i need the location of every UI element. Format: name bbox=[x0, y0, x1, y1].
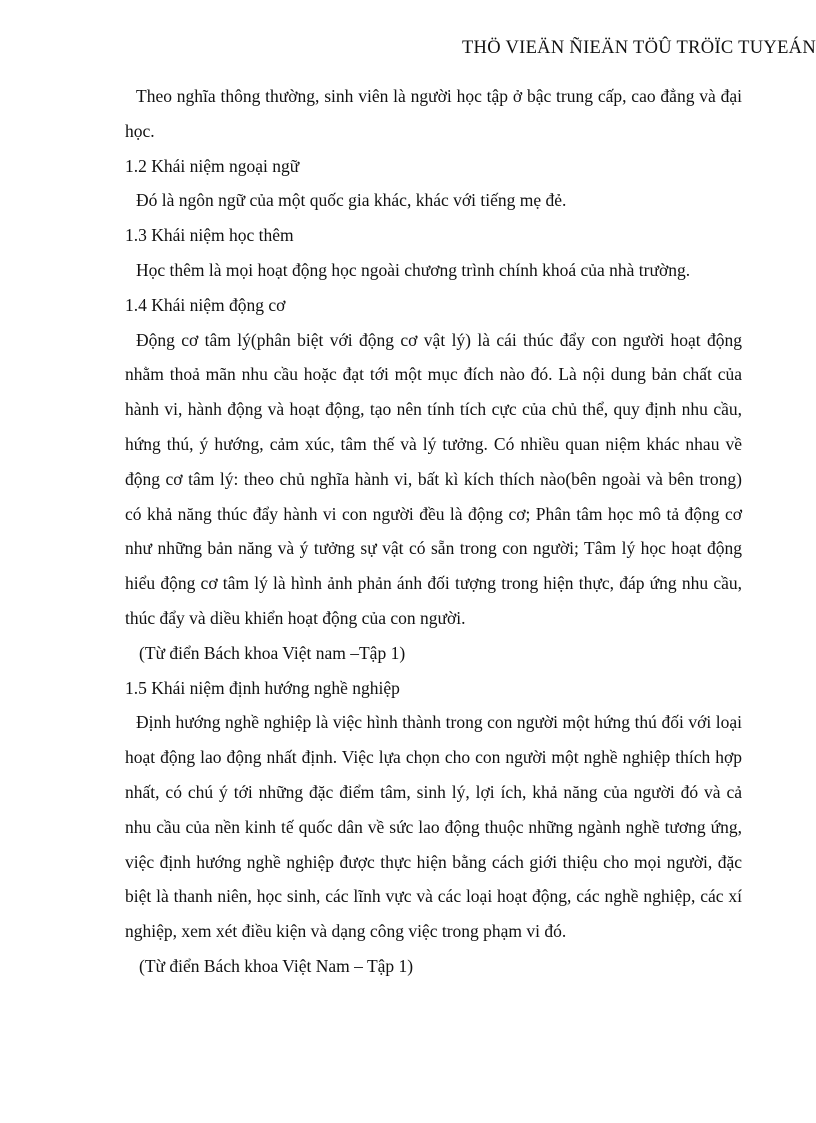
paragraph-foreign-language: Đó là ngôn ngữ của một quốc gia khác, khác với tiếng mẹ đẻ. bbox=[136, 190, 567, 211]
section-heading-foreign-language: 1.2 Khái niệm ngoại ngữ bbox=[125, 155, 300, 176]
paragraph-student-definition: Theo nghĩa thông thường, sinh viên là người học tập ở bậc trung cấp, cao đẳng và đại học. bbox=[125, 86, 742, 141]
citation-motivation: (Từ điển Bách khoa Việt nam –Tập 1) bbox=[139, 642, 406, 663]
section-heading-extra-study: 1.3 Khái niệm học thêm bbox=[125, 225, 294, 246]
page-content bbox=[125, 79, 742, 984]
section-heading-career-orientation: 1.5 Khái niệm định hướng nghề nghiệp bbox=[125, 677, 400, 698]
paragraph-career-orientation: Định hướng nghề nghiệp là việc hình thành trong con người một hứng thú đối với loại hoạt động lao động nhất định. Việc lựa chọn cho con người một nghề nghiệp thích hợp nhất, có chú ý tới những đặc điểm tâm, sinh lý, lợi ích, khả năng của người đó và cả nhu cầu của nền kinh tế quốc dân về sức lao động thuộc những ngành nghề tương ứng, việc định hướng nghề nghiệp được thực hiện bằng cách giới thiệu cho mọi người, đặc biệt là thanh niên, học sinh, các lĩnh vực và các loại hoạt động, các nghề nghiệp, các xí nghiệp, xem xét điều kiện và dạng công việc trong phạm vi đó. bbox=[125, 712, 742, 942]
paragraph-motivation: Động cơ tâm lý(phân biệt với động cơ vật lý) là cái thúc đẩy con người hoạt động nhằm thoả mãn nhu cầu hoặc đạt tới một mục đích nào đó. Là nội dung bản chất của hành vi, hành động và hoạt động, tạo nên tính tích cực của chủ thể, quy định nhu cầu, hứng thú, ý hướng, cảm xúc, tâm thế và lý tưởng. Có nhiều quan niệm khác nhau về động cơ tâm lý: theo chủ nghĩa hành vi, bất kì kích thích nào(bên ngoài và bên trong) có khả năng thúc đẩy hành vi con người đều là động cơ; Phân tâm học mô tả động cơ như những bản năng và ý tưởng sự vật có sẵn trong con người; Tâm lý học hoạt động hiểu động cơ tâm lý là hình ảnh phản ánh đối tượng trong hiện thực, đáp ứng nhu cầu, thúc đẩy và diều khiển hoạt động của con người. bbox=[125, 329, 742, 628]
paragraph-extra-study: Học thêm là mọi hoạt động học ngoài chương trình chính khoá của nhà trường. bbox=[136, 259, 691, 280]
section-heading-motivation: 1.4 Khái niệm động cơ bbox=[125, 294, 286, 315]
page-header: THÖ VIEÄN ÑIEÄN TÖÛ TRÖÏC TUYEÁN bbox=[461, 38, 816, 58]
citation-career-orientation: (Từ điển Bách khoa Việt Nam – Tập 1) bbox=[139, 955, 414, 976]
